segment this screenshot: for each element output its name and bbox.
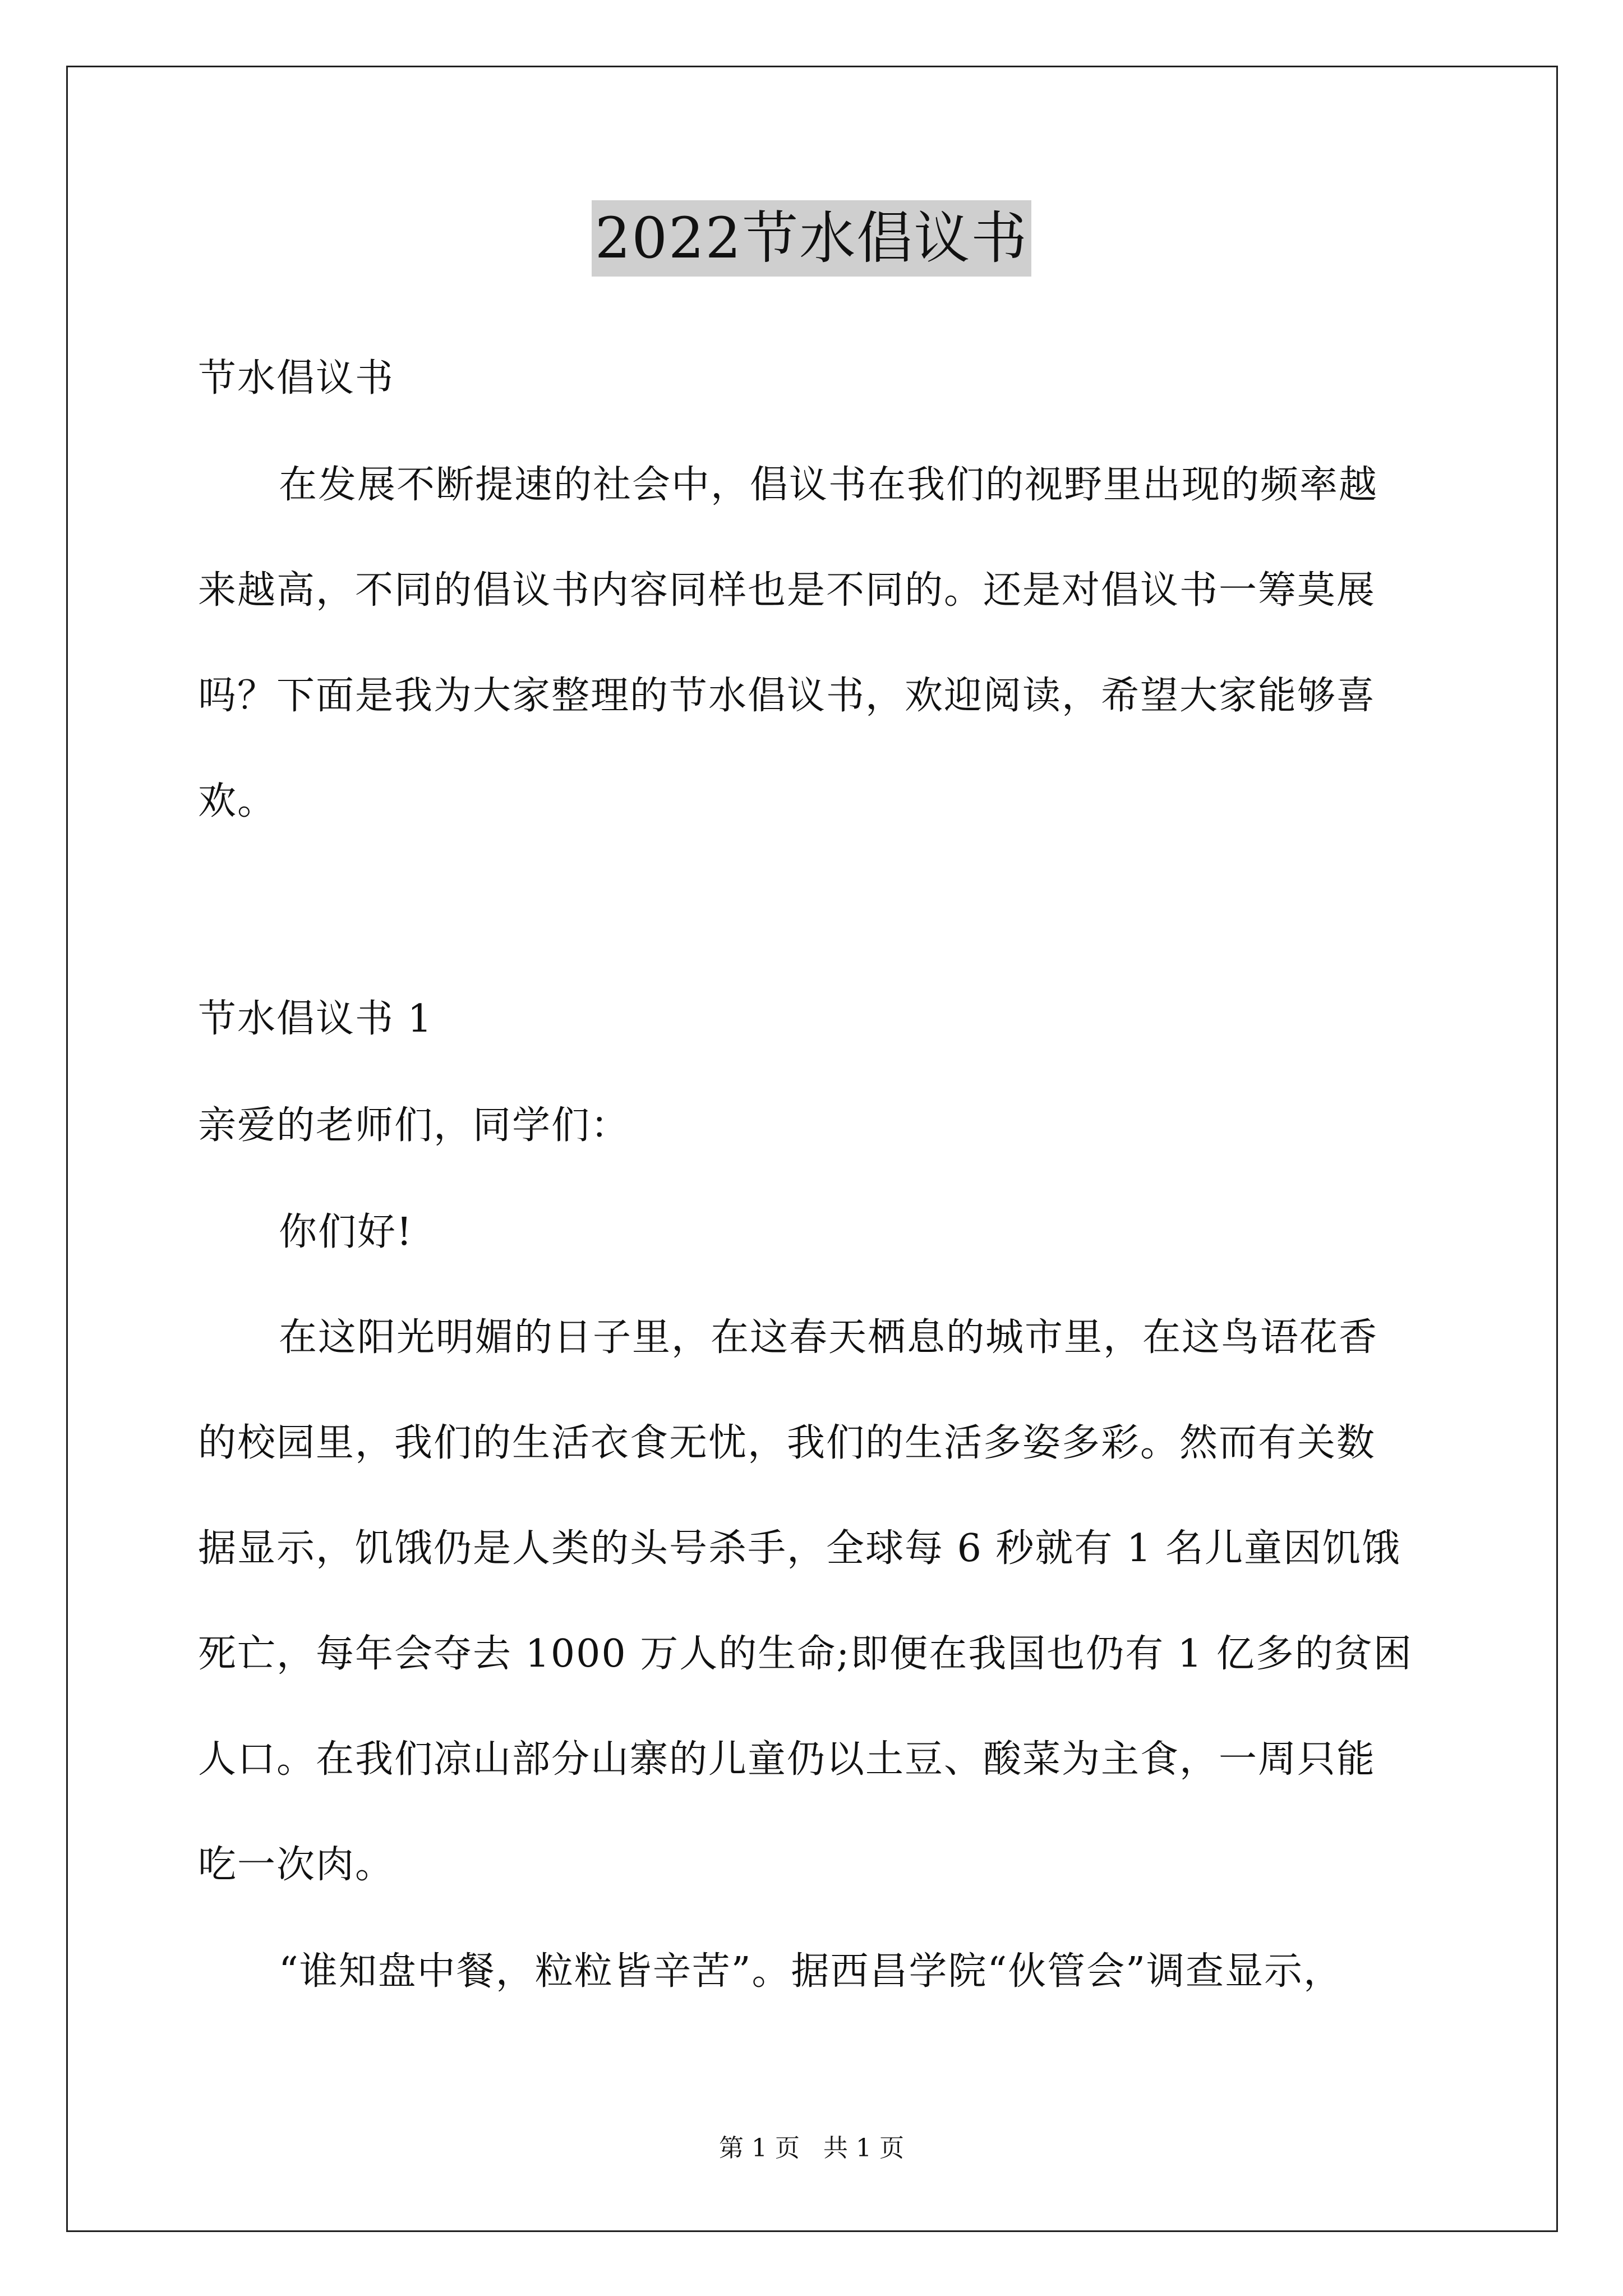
greeting: 你们好! bbox=[279, 1210, 413, 1254]
paragraph-line: 在这阳光明媚的日子里，在这春天栖息的城市里，在这鸟语花香 bbox=[279, 1315, 1378, 1360]
paragraph-line: 死亡，每年会夺去 1000 万人的生命;即便在我国也仍有 1 亿多的贫困 bbox=[198, 1632, 1413, 1676]
section-heading: 节水倡议书 1 bbox=[198, 997, 433, 1041]
paragraph-line: 人口。在我们凉山部分山寨的儿童仍以土豆、酸菜为主食，一周只能 bbox=[198, 1737, 1376, 1782]
title-container bbox=[0, 200, 1623, 277]
paragraph-line: 在发展不断提速的社会中，倡议书在我们的视野里出现的频率越 bbox=[279, 463, 1378, 507]
paragraph-line: “谁知盘中餐，粒粒皆辛苦”。据西昌学院“伙管会”调查显示， bbox=[279, 1949, 1343, 1994]
paragraph-line: 吗？下面是我为大家整理的节水倡议书，欢迎阅读，希望大家能够喜 bbox=[198, 674, 1376, 718]
paragraph-line: 据显示，饥饿仍是人类的头号杀手，全球每 6 秒就有 1 名儿童因饥饿 bbox=[198, 1526, 1401, 1571]
salutation: 亲爱的老师们，同学们： bbox=[198, 1103, 630, 1148]
paragraph-line: 欢。 bbox=[198, 779, 277, 823]
section-heading: 节水倡议书 bbox=[198, 356, 395, 401]
paragraph-line: 来越高，不同的倡议书内容同样也是不同的。还是对倡议书一筹莫展 bbox=[198, 568, 1376, 613]
document-title: 2022节水倡议书 bbox=[592, 200, 1032, 277]
page-footer: 第 1 页 共 1 页 bbox=[719, 2134, 904, 2162]
paragraph-line: 的校园里，我们的生活衣食无忧，我们的生活多姿多彩。然而有关数 bbox=[198, 1421, 1376, 1465]
paragraph-line: 吃一次肉。 bbox=[198, 1843, 395, 1887]
